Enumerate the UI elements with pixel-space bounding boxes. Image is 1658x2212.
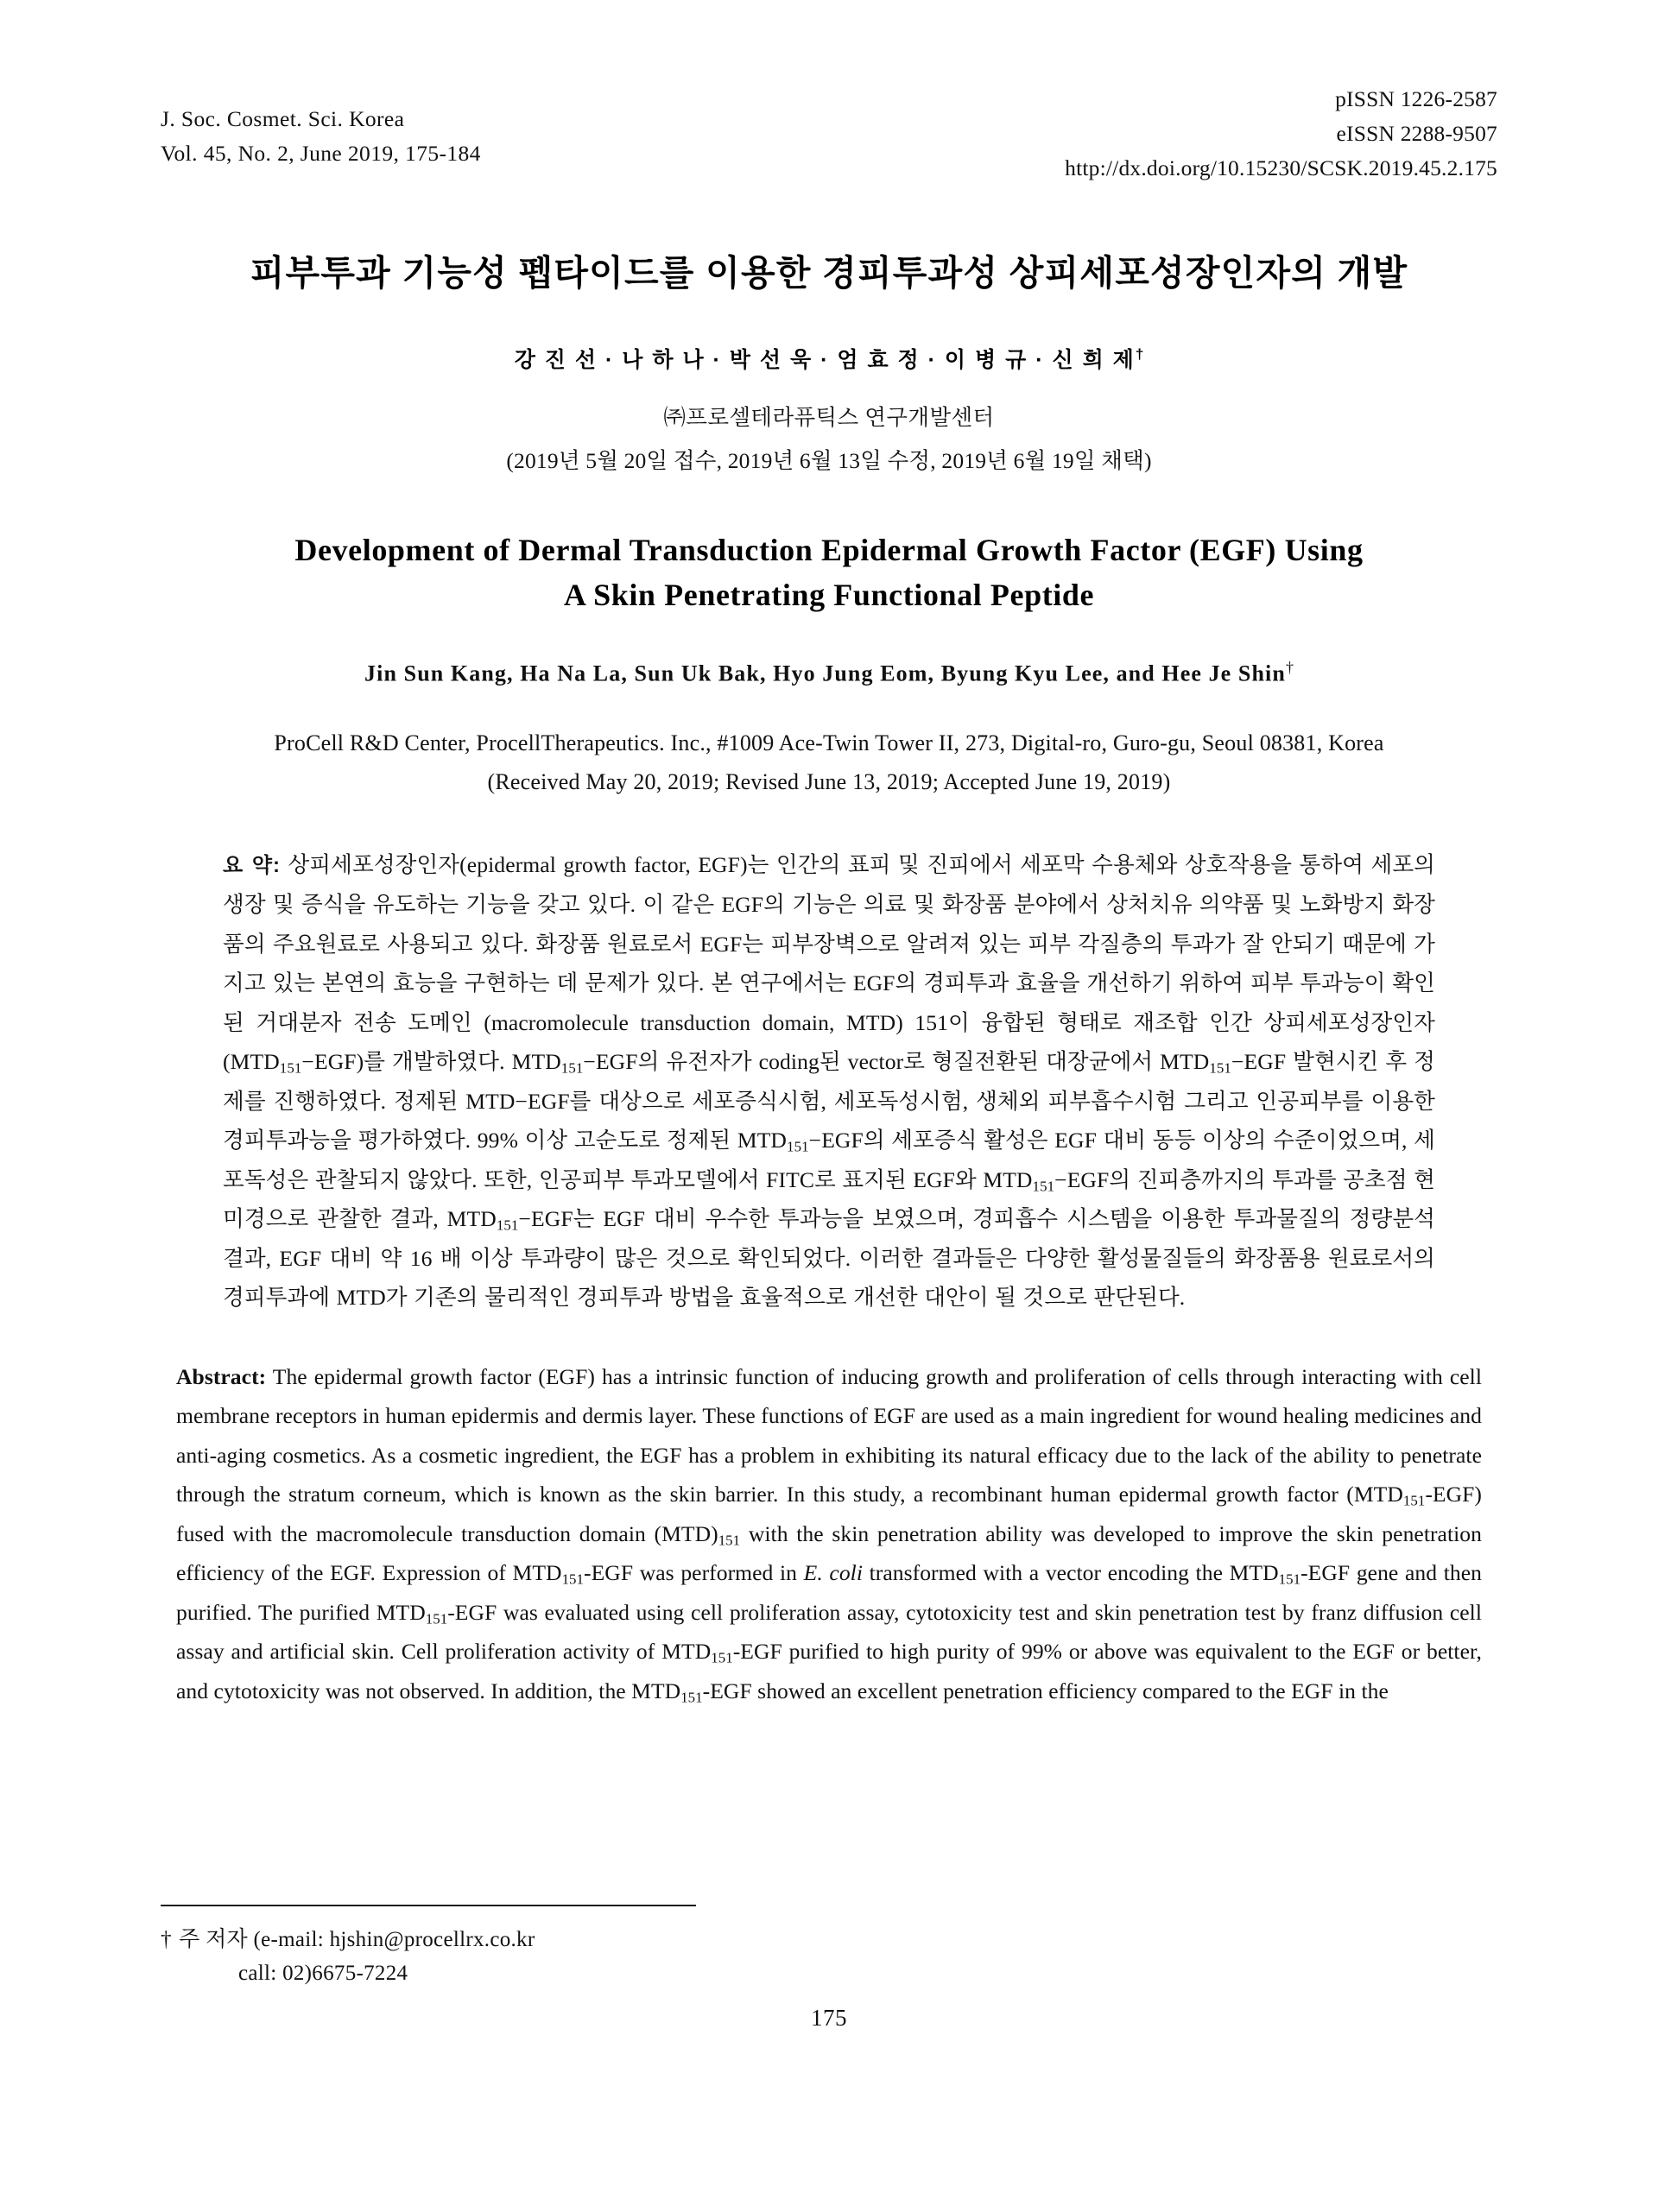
english-title-line-2: A Skin Penetrating Functional Peptide xyxy=(563,577,1095,612)
korean-abstract-seg-3: −EGF의 유전자가 coding된 vector로 형질전환된 대장균에서 MTD xyxy=(583,1049,1210,1075)
korean-abstract-sub-5: 151 xyxy=(1032,1178,1055,1195)
english-abstract-seg-1: The epidermal growth factor (EGF) has a intrinsic function of inducing growth and proliferation of cells through interacting with cell membrane receptors in human epidermis and dermis layer. These functions of EGF are used as a main ingredient for wound healing medicines and anti-aging cosmetics. As a cosmetic ingredient, the EGF has a problem in exhibiting its natural efficacy due to the lack of the ability to penetrate through the stratum corneum, which is known as the skin barrier. In this study, a recombinant human epidermal growth factor (MTD xyxy=(176,1363,1482,1507)
english-abstract-seg-5: transformed with a vector encoding the MTD xyxy=(862,1560,1279,1586)
korean-authors-text: 강 진 선 · 나 하 나 · 박 선 욱 · 엄 효 정 · 이 병 규 · 신 희 제 xyxy=(514,348,1136,373)
english-abstract-seg-3: with the skin penetration ability was developed to improve the skin penetration efficiency of the EGF. Expression of MTD xyxy=(176,1520,1482,1586)
korean-abstract-seg-4: −EGF 발현시킨 후 정제를 진행하였다. 정제된 MTD−EGF를 대상으로 세포증식시험, 세포독성시험, 생체외 피부흡수시험 그리고 인공피부를 이용한 경피투과능을 평가하였다. 99% 이상 고순도로 정제된 MTD xyxy=(223,1049,1436,1153)
korean-corresponding-dagger: † xyxy=(1135,346,1144,363)
english-abstract xyxy=(176,1357,1482,1711)
footnote-divider xyxy=(161,1905,696,1906)
masthead-right-block xyxy=(1065,82,1497,186)
pissn-line: pISSN 1226-2587 xyxy=(1335,86,1497,111)
footnote-dagger-icon: † xyxy=(161,1928,174,1951)
english-abstract-sub-6: 151 xyxy=(711,1650,733,1666)
english-author-list xyxy=(161,659,1497,687)
korean-affiliation: ㈜프로셀테라퓨틱스 연구개발센터 xyxy=(663,405,995,431)
korean-submission-dates: (2019년 5월 20일 접수, 2019년 6월 13일 수정, 2019년 6월 19일 채택) xyxy=(506,448,1152,474)
korean-title: 피부투과 기능성 펩타이드를 이용한 경피투과성 상피세포성장인자의 개발 xyxy=(250,253,1408,293)
english-corresponding-dagger: † xyxy=(1285,658,1294,676)
korean-abstract-sub-2: 151 xyxy=(560,1060,584,1077)
journal-name: J. Soc. Cosmet. Sci. Korea xyxy=(161,106,405,131)
english-abstract-seg-4: -EGF was performed in xyxy=(584,1560,804,1586)
korean-abstract-sub-1: 151 xyxy=(279,1060,302,1077)
english-abstract-seg-2: -EGF) fused with the macromolecule transduction domain (MTD) xyxy=(176,1482,1482,1546)
korean-abstract-seg-2: −EGF)를 개발하였다. MTD xyxy=(301,1049,561,1075)
korean-abstract-sub-6: 151 xyxy=(496,1217,519,1234)
volume-issue-line: Vol. 45, No. 2, June 2019, 175-184 xyxy=(161,141,481,166)
english-abstract-sub-3: 151 xyxy=(561,1571,585,1588)
footnote-email-line xyxy=(161,1922,1497,1953)
korean-abstract-sub-3: 151 xyxy=(1209,1060,1231,1077)
english-title-line-1: Development of Dermal Transduction Epidermal Growth Factor (EGF) Using xyxy=(294,533,1364,568)
english-abstract-seg-9: -EGF showed an excellent penetration efficiency compared to the EGF in the xyxy=(702,1678,1389,1703)
korean-abstract-sub-4: 151 xyxy=(787,1139,809,1155)
english-abstract-sub-5: 151 xyxy=(425,1610,448,1627)
footnote-phone-line: call: 02)6675-7224 xyxy=(238,1962,408,1985)
eissn-line: eISSN 2288-9507 xyxy=(1336,121,1497,146)
english-submission-dates: (Received May 20, 2019; Revised June 13, 2019; Accepted June 19, 2019) xyxy=(487,769,1171,795)
english-abstract-italic-ecoli: E. coli xyxy=(803,1560,863,1586)
korean-abstract-seg-5: −EGF의 세포증식 활성은 EGF 대비 동등 이상의 수준이었으며, 세포독성은 관찰되지 않았다. 또한, 인공피부 투과모델에서 FITC로 표지된 EGF와 MTD xyxy=(223,1128,1435,1192)
masthead-left-block xyxy=(161,102,481,171)
english-abstract-seg-8: -EGF purified to high purity of 99% or above was equivalent to the EGF or better, and cytotoxicity was not observed. In addition, the MTD xyxy=(176,1639,1483,1703)
english-affiliation xyxy=(161,724,1497,801)
korean-abstract xyxy=(223,845,1435,1318)
english-abstract-sub-7: 151 xyxy=(680,1689,703,1706)
english-abstract-sub-4: 151 xyxy=(1278,1571,1301,1588)
english-affiliation-address: ProCell R&D Center, ProcellTherapeutics. Inc., #1009 Ace-Twin Tower II, 273, Digital-ro, Guro-gu, Seoul 08381, Korea xyxy=(274,730,1384,756)
korean-abstract-seg-7: −EGF는 EGF 대비 우수한 투과능을 보였으며, 경피흡수 시스템을 이용한 투과물질의 정량분석 결과, EGF 대비 약 16 배 이상 투과량이 많은 것으로 확인되었다. 이러한 결과들은 다양한 활성물질들의 화장품용 원료로서의 경피투과에 MTD가 기존의 물리적인 경피투과 방법을 효율적으로 개선한 대안이 될 것으로 판단된다. xyxy=(223,1206,1435,1311)
korean-abstract-seg-6: −EGF의 진피층까지의 투과를 공초점 현미경으로 관찰한 결과, MTD xyxy=(223,1166,1435,1232)
english-abstract-label: Abstract: xyxy=(176,1363,267,1389)
english-authors-text: Jin Sun Kang, Ha Na La, Sun Uk Bak, Hyo Jung Eom, Byung Kyu Lee, and Hee Je Shin xyxy=(364,660,1286,686)
footnote-email-text[interactable]: 주 저자 (e-mail: hjshin@procellrx.co.kr xyxy=(179,1928,535,1951)
korean-abstract-label: 요 약: xyxy=(223,853,282,877)
english-title xyxy=(161,528,1497,616)
page-number: 175 xyxy=(811,2005,847,2031)
doi-link[interactable]: http://dx.doi.org/10.15230/SCSK.2019.45.2.175 xyxy=(1065,155,1497,180)
corresponding-author-footnote xyxy=(161,1905,1497,1986)
masthead xyxy=(161,0,1497,185)
english-abstract-seg-6: -EGF gene and then purified. The purified MTD xyxy=(176,1560,1482,1625)
english-abstract-seg-7: -EGF was evaluated using cell proliferation assay, cytotoxicity test and skin penetration test by franz diffusion cell assay and artificial skin. Cell proliferation activity of MTD xyxy=(176,1599,1482,1665)
english-abstract-sub-1: 151 xyxy=(1402,1493,1426,1509)
korean-abstract-seg-1: 상피세포성장인자(epidermal growth factor, EGF)는 인간의 표피 및 진피에서 세포막 수용체와 상호작용을 통하여 세포의 생장 및 증식을 유도하는 기능을 갖고 있다. 이 같은 EGF의 기능은 의료 및 화장품 분야에서 상처치유 의약품 및 노화방지 화장품의 주요원료로 사용되고 있다. 화장품 원료로서 EGF는 피부장벽으로 알려져 있는 피부 각질층의 투과가 잘 안되기 때문에 가지고 있는 본연의 효능을 구현하는 데 문제가 있다. 본 연구에서는 EGF의 경피투과 효율을 개선하기 위하여 피부 투과능이 확인된 거대분자 전송 도메인 (macromolecule transduction domain, MTD) 151이 융합된 형태로 재조합 인간 상피세포성장인자 (MTD xyxy=(223,851,1435,1075)
english-abstract-sub-2: 151 xyxy=(718,1532,741,1549)
korean-author-list xyxy=(161,343,1497,374)
